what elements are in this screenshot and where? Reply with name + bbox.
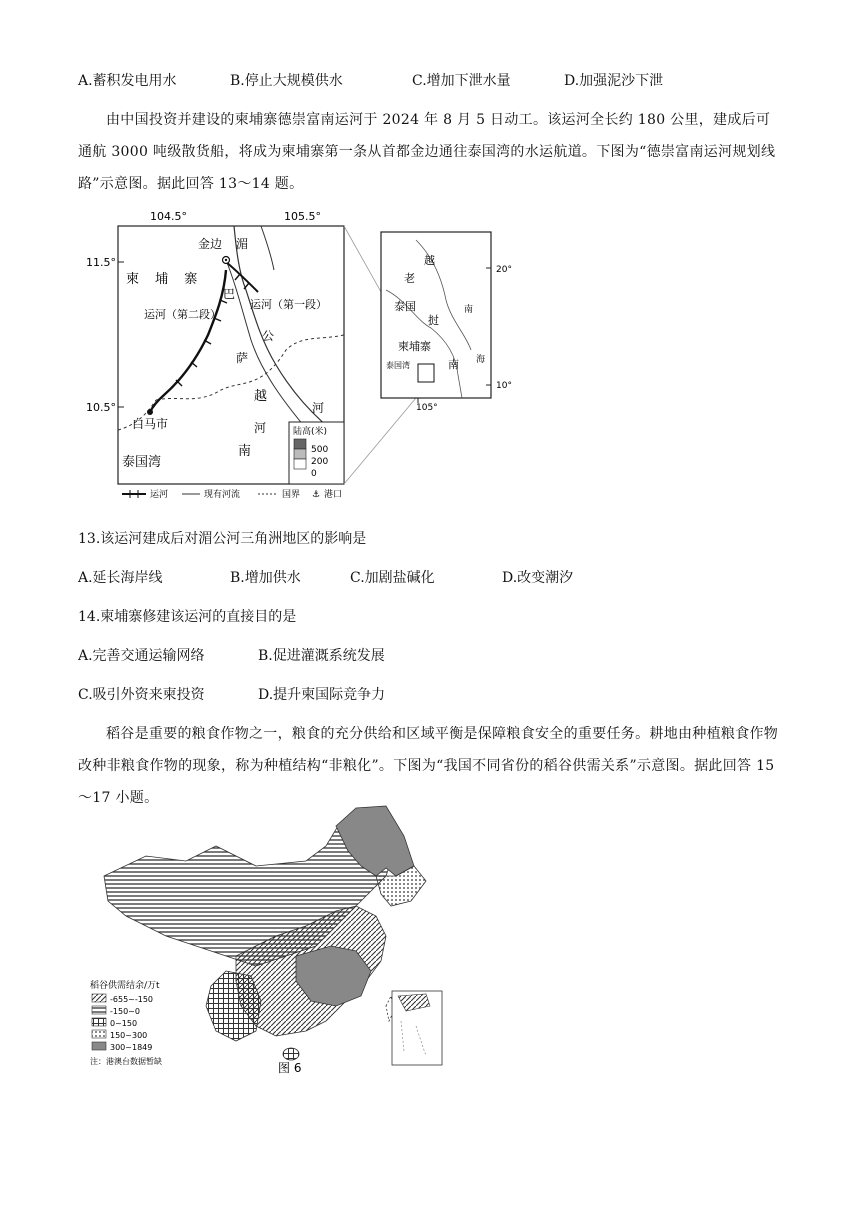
elevation-legend-title: 陆高(米) [293,427,328,437]
map1-bottom-legend [122,488,342,500]
canal-route-map [86,200,512,500]
place-jinbian: 金边 [198,237,223,251]
baima-marker [147,409,153,415]
inset-gulf: 泰国湾 [386,361,410,370]
label-canal-2: 运河（第二段） [144,308,221,321]
inset-thailand: 泰国 [394,300,416,313]
rice-legend-title: 稻谷供需结余/万t [90,981,160,991]
place-yue: 越 [254,389,268,404]
q12-option-c: C.增加下泄水量 [412,73,511,89]
q12-option-b: B.停止大规模供水 [230,73,343,89]
q12-option-d: D.加强泥沙下泄 [564,73,664,89]
place-cambodia: 柬 埔 寨 [126,272,204,287]
q14-stem: 14.柬埔寨修建该运河的直接目的是 [78,609,297,625]
q14-option-b: B.促进灌溉系统发展 [258,648,385,664]
place-ba: 巴 [223,287,236,301]
lat-label-10-5: 10.5° [86,401,116,414]
inset-cambodia: 柬埔寨 [398,340,431,353]
inset-lat-10: 10° [496,381,512,391]
inset-hai: 海 [476,355,486,365]
elev-200: 200 [311,457,329,467]
place-sa: 萨 [236,351,249,365]
lat-label-11-5: 11.5° [86,256,116,269]
elev-0: 0 [311,469,317,479]
q13-stem: 13.该运河建成后对湄公河三角洲地区的影响是 [78,531,367,547]
inset-lon-105: 105° [416,403,438,413]
label-canal-1: 运河（第一段） [250,298,327,311]
q14-options-row2 [78,684,385,704]
q13-option-d: D.改变潮汐 [502,570,574,586]
inset-lao: 老 [404,272,415,285]
region-southwest [206,971,261,1041]
place-baima: 白马市 [132,417,169,431]
place-gulf: 泰国湾 [122,455,162,470]
rice-legend-5: 300~1849 [110,1043,153,1052]
inset-wo: 挝 [428,314,439,327]
inset-nan-2: 南 [448,358,459,371]
rice-legend-4: 150~300 [110,1031,148,1040]
inset-nan: 南 [464,305,474,315]
q13-options [78,567,573,587]
passage-canal: 由中国投资并建设的柬埔寨德崇富南运河于 2024 年 8 月 5 日动工。该运河全长约 180 公里，建成后可通航 3000 吨级散货船，将成为柬埔寨第一条从首都金边通往泰国湾的水运航道。下图为“德崇富南运河规划线路”示意图。据此回答 13～14 题。 [78,112,776,192]
svg-text:⚓: ⚓ [312,490,321,500]
place-gong: 公 [262,329,275,343]
rice-map-note: 注：港澳台数据暂缺 [90,1057,162,1066]
figure-label: 图 6 [278,1061,302,1075]
place-he-2: 河 [254,421,267,435]
inset-lat-20: 20° [496,265,512,275]
svg-text:国界: 国界 [282,490,301,500]
lon-label-105-5: 105.5° [284,210,321,223]
q14-option-c: C.吸引外资来柬投资 [78,687,205,703]
svg-text:运河: 运河 [150,490,169,500]
q14-option-a: A.完善交通运输网络 [78,648,205,664]
rice-legend-1: -655~-150 [110,995,154,1004]
rice-legend-3: 0~150 [110,1019,138,1028]
elev-500: 500 [311,445,329,455]
svg-text:现有河流: 现有河流 [204,490,241,500]
q13-option-a: A.延长海岸线 [78,570,163,586]
rice-legend-2: -150~0 [110,1007,140,1016]
inset-yue: 越 [424,254,435,267]
q13-option-b: B.增加供水 [230,570,301,586]
svg-text:港口: 港口 [324,490,343,500]
q14-options-row1 [78,645,385,665]
lon-label-104-5: 104.5° [150,210,187,223]
q14-option-d: D.提升柬国际竞争力 [258,687,386,703]
q13-option-c: C.加剧盐碱化 [350,570,435,586]
place-mei: 湄 [236,237,249,251]
q12-option-a: A.蓄积发电用水 [78,73,177,89]
q12-options [78,70,663,90]
place-he: 河 [312,401,325,415]
region-hainan [283,1048,299,1060]
place-nan: 南 [238,444,252,459]
china-rice-map [86,806,466,1075]
passage-rice: 稻谷是重要的粮食作物之一，粮食的充分供给和区域平衡是保障粮食安全的重要任务。耕地由种植粮食作物改种非粮食作物的现象，称为种植结构“非粮化”。下图为“我国不同省份的稻谷供需关系”示意图。据此回答 15～17 小题。 [78,726,779,806]
